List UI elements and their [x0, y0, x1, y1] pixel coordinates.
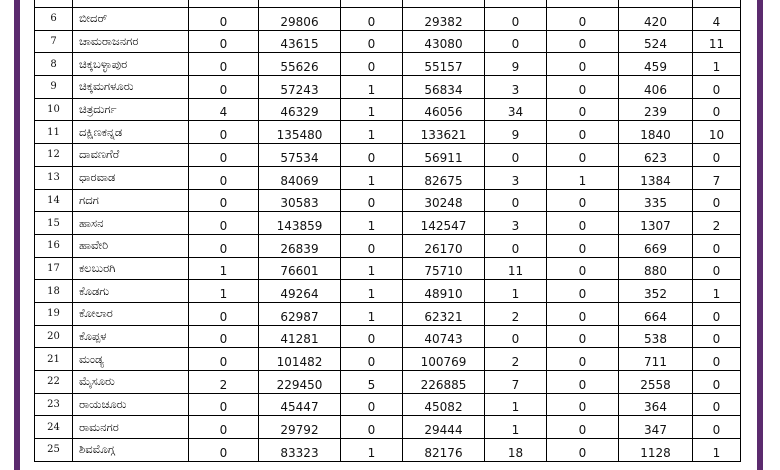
col-1-value: 0 [189, 76, 259, 99]
col-8-value: 0 [693, 393, 741, 416]
col-7-value: 239 [619, 98, 693, 121]
col-1-value: 1 [189, 280, 259, 303]
district-name-cell: ಚಾಮರಾಜನಗರ [73, 30, 189, 53]
col-7-value: 880 [619, 257, 693, 280]
table-row [35, 53, 741, 76]
table-row-partial [35, 0, 741, 8]
col-4-value: 82176 [403, 439, 485, 462]
district-name-cell: ಬೀದರ್ [73, 8, 189, 31]
col-2-value: 83323 [259, 439, 341, 462]
col-7-value: 364 [619, 393, 693, 416]
col-6-value: 1 [547, 166, 619, 189]
col-8-value: 0 [693, 76, 741, 99]
district-name-cell: ಕೋಲಾರ [73, 302, 189, 325]
col-8-value: 11 [693, 30, 741, 53]
col-5-value: 0 [485, 325, 547, 348]
col-1-value: 0 [189, 144, 259, 167]
col-6-value: 0 [547, 302, 619, 325]
col-7-value: 335 [619, 189, 693, 212]
serial-number-cell: 14 [35, 189, 73, 212]
table-row [35, 98, 741, 121]
district-name-cell: ಮೈಸೂರು [73, 371, 189, 394]
col-2-value: 101482 [259, 348, 341, 371]
col-2-value: 57243 [259, 76, 341, 99]
col-2-value: 30583 [259, 189, 341, 212]
table-row [35, 212, 741, 235]
col-8-value: 0 [693, 257, 741, 280]
col-7-value: 711 [619, 348, 693, 371]
col-4-value: 45082 [403, 393, 485, 416]
serial-number-cell: 20 [35, 325, 73, 348]
table-row [35, 144, 741, 167]
district-name-cell: ಚಿತ್ರದುರ್ಗ [73, 98, 189, 121]
col-5-value: 0 [485, 144, 547, 167]
col-5-value: 0 [485, 189, 547, 212]
table-row [35, 30, 741, 53]
table-row [35, 76, 741, 99]
col-6-value: 0 [547, 280, 619, 303]
col-2-value: 62987 [259, 302, 341, 325]
col-4-value: 40743 [403, 325, 485, 348]
col-2-value: 76601 [259, 257, 341, 280]
col-3-value: 0 [341, 144, 403, 167]
table-row [35, 166, 741, 189]
col-5-value: 3 [485, 76, 547, 99]
table-row [35, 325, 741, 348]
table-row [35, 371, 741, 394]
district-name-cell: ದಾವಣಗೆರೆ [73, 144, 189, 167]
table-row [35, 393, 741, 416]
col-7-value: 664 [619, 302, 693, 325]
col-4-value: 75710 [403, 257, 485, 280]
district-name-cell: ಕೊಪ್ಪಳ [73, 325, 189, 348]
col-1-value: 0 [189, 325, 259, 348]
col-3-value: 1 [341, 76, 403, 99]
col-2-value: 49264 [259, 280, 341, 303]
table-row [35, 348, 741, 371]
col-7-value: 538 [619, 325, 693, 348]
col-3-value: 1 [341, 280, 403, 303]
table-row [35, 257, 741, 280]
district-name-cell: ಮಂಡ್ಯ [73, 348, 189, 371]
table-row [35, 416, 741, 439]
serial-number-cell: 18 [35, 280, 73, 303]
col-2-value: 229450 [259, 371, 341, 394]
col-3-value: 0 [341, 325, 403, 348]
col-2-value: 46329 [259, 98, 341, 121]
serial-number-cell: 22 [35, 371, 73, 394]
col-5-value: 1 [485, 280, 547, 303]
col-7-value: 420 [619, 8, 693, 31]
col-1-value: 0 [189, 393, 259, 416]
table-row [35, 8, 741, 31]
col-8-value: 0 [693, 416, 741, 439]
col-4-value: 30248 [403, 189, 485, 212]
col-5-value: 7 [485, 371, 547, 394]
col-4-value: 226885 [403, 371, 485, 394]
col-6-value: 0 [547, 234, 619, 257]
col-7-value: 459 [619, 53, 693, 76]
col-3-value: 1 [341, 302, 403, 325]
page-border-left [14, 0, 20, 470]
page-border-right [757, 0, 763, 470]
district-data-table [34, 0, 741, 462]
serial-number-cell: 23 [35, 393, 73, 416]
col-6-value: 0 [547, 76, 619, 99]
district-name-cell: ಕಲಬುರಗಿ [73, 257, 189, 280]
col-3-value: 1 [341, 166, 403, 189]
serial-number-cell: 12 [35, 144, 73, 167]
col-1-value: 4 [189, 98, 259, 121]
col-4-value: 82675 [403, 166, 485, 189]
col-5-value: 3 [485, 166, 547, 189]
col-4-value: 100769 [403, 348, 485, 371]
col-5-value: 1 [485, 393, 547, 416]
col-4-value: 62321 [403, 302, 485, 325]
col-1-value: 0 [189, 121, 259, 144]
col-5-value: 9 [485, 53, 547, 76]
serial-number-cell: 19 [35, 302, 73, 325]
col-4-value: 29444 [403, 416, 485, 439]
district-name-cell: ಹಾವೇರಿ [73, 234, 189, 257]
serial-number-cell: 16 [35, 234, 73, 257]
table-row [35, 189, 741, 212]
col-8-value: 0 [693, 371, 741, 394]
col-6-value: 0 [547, 53, 619, 76]
serial-number-cell: 6 [35, 8, 73, 31]
district-name-cell: ಧಾರವಾಡ [73, 166, 189, 189]
district-name-cell: ರಾಯಚೂರು [73, 393, 189, 416]
serial-number-cell: 21 [35, 348, 73, 371]
col-1-value: 0 [189, 302, 259, 325]
col-5-value: 2 [485, 348, 547, 371]
col-3-value: 0 [341, 30, 403, 53]
col-8-value: 2 [693, 212, 741, 235]
col-2-value: 45447 [259, 393, 341, 416]
district-name-cell: ರಾಮನಗರ [73, 416, 189, 439]
col-7-value: 352 [619, 280, 693, 303]
col-6-value: 0 [547, 212, 619, 235]
col-6-value: 0 [547, 257, 619, 280]
col-1-value: 0 [189, 439, 259, 462]
col-6-value: 0 [547, 8, 619, 31]
col-3-value: 1 [341, 212, 403, 235]
col-7-value: 623 [619, 144, 693, 167]
col-7-value: 1128 [619, 439, 693, 462]
col-8-value: 7 [693, 166, 741, 189]
col-5-value: 9 [485, 121, 547, 144]
col-7-value: 1840 [619, 121, 693, 144]
col-3-value: 1 [341, 439, 403, 462]
col-4-value: 142547 [403, 212, 485, 235]
col-8-value: 1 [693, 53, 741, 76]
district-name-cell: ಚಿಕ್ಕಬಳ್ಳಾಪುರ [73, 53, 189, 76]
table-row [35, 121, 741, 144]
col-6-value: 0 [547, 144, 619, 167]
col-4-value: 43080 [403, 30, 485, 53]
col-6-value: 0 [547, 98, 619, 121]
col-4-value: 48910 [403, 280, 485, 303]
col-8-value: 10 [693, 121, 741, 144]
col-6-value: 0 [547, 439, 619, 462]
district-name-cell: ದಕ್ಷಿಣಕನ್ನಡ [73, 121, 189, 144]
col-7-value: 1384 [619, 166, 693, 189]
col-8-value: 0 [693, 98, 741, 121]
col-7-value: 524 [619, 30, 693, 53]
col-7-value: 2558 [619, 371, 693, 394]
serial-number-cell: 15 [35, 212, 73, 235]
col-1-value: 0 [189, 189, 259, 212]
col-5-value: 0 [485, 234, 547, 257]
col-3-value: 0 [341, 189, 403, 212]
col-6-value: 0 [547, 325, 619, 348]
col-3-value: 1 [341, 98, 403, 121]
col-8-value: 0 [693, 302, 741, 325]
col-2-value: 41281 [259, 325, 341, 348]
serial-number-cell: 25 [35, 439, 73, 462]
col-6-value: 0 [547, 416, 619, 439]
district-name-cell: ಚಿಕ್ಕಮಗಳೂರು [73, 76, 189, 99]
col-1-value: 2 [189, 371, 259, 394]
col-4-value: 26170 [403, 234, 485, 257]
col-6-value: 0 [547, 30, 619, 53]
col-7-value: 406 [619, 76, 693, 99]
col-6-value: 0 [547, 189, 619, 212]
col-8-value: 1 [693, 280, 741, 303]
col-3-value: 1 [341, 121, 403, 144]
col-2-value: 84069 [259, 166, 341, 189]
col-6-value: 0 [547, 393, 619, 416]
col-3-value: 0 [341, 8, 403, 31]
col-1-value: 1 [189, 257, 259, 280]
col-3-value: 0 [341, 348, 403, 371]
col-8-value: 0 [693, 325, 741, 348]
col-8-value: 0 [693, 234, 741, 257]
col-1-value: 0 [189, 53, 259, 76]
serial-number-cell: 13 [35, 166, 73, 189]
col-3-value: 0 [341, 53, 403, 76]
col-3-value: 0 [341, 234, 403, 257]
district-name-cell: ಶಿವಮೊಗ್ಗ [73, 439, 189, 462]
col-5-value: 2 [485, 302, 547, 325]
col-8-value: 0 [693, 144, 741, 167]
col-6-value: 0 [547, 371, 619, 394]
col-8-value: 0 [693, 348, 741, 371]
table-row [35, 234, 741, 257]
col-3-value: 1 [341, 257, 403, 280]
table-row [35, 302, 741, 325]
col-1-value: 0 [189, 234, 259, 257]
col-4-value: 56834 [403, 76, 485, 99]
col-1-value: 0 [189, 30, 259, 53]
col-2-value: 29792 [259, 416, 341, 439]
col-2-value: 57534 [259, 144, 341, 167]
serial-number-cell: 8 [35, 53, 73, 76]
col-1-value: 0 [189, 348, 259, 371]
serial-number-cell: 17 [35, 257, 73, 280]
table-row [35, 280, 741, 303]
serial-number-cell: 7 [35, 30, 73, 53]
col-4-value: 46056 [403, 98, 485, 121]
col-8-value: 4 [693, 8, 741, 31]
col-2-value: 55626 [259, 53, 341, 76]
col-4-value: 133621 [403, 121, 485, 144]
col-1-value: 0 [189, 416, 259, 439]
col-7-value: 1307 [619, 212, 693, 235]
serial-number-cell: 11 [35, 121, 73, 144]
col-5-value: 0 [485, 30, 547, 53]
col-4-value: 55157 [403, 53, 485, 76]
col-6-value: 0 [547, 121, 619, 144]
col-3-value: 0 [341, 393, 403, 416]
col-2-value: 143859 [259, 212, 341, 235]
serial-number-cell: 10 [35, 98, 73, 121]
col-2-value: 29806 [259, 8, 341, 31]
col-5-value: 18 [485, 439, 547, 462]
col-3-value: 0 [341, 416, 403, 439]
col-2-value: 43615 [259, 30, 341, 53]
serial-number-cell: 24 [35, 416, 73, 439]
district-name-cell: ಕೊಡಗು [73, 280, 189, 303]
col-8-value: 0 [693, 189, 741, 212]
col-7-value: 347 [619, 416, 693, 439]
col-5-value: 1 [485, 416, 547, 439]
col-5-value: 0 [485, 8, 547, 31]
col-6-value: 0 [547, 348, 619, 371]
col-1-value: 0 [189, 166, 259, 189]
col-7-value: 669 [619, 234, 693, 257]
col-1-value: 0 [189, 8, 259, 31]
col-2-value: 26839 [259, 234, 341, 257]
table-row [35, 439, 741, 462]
serial-number-cell: 9 [35, 76, 73, 99]
col-5-value: 34 [485, 98, 547, 121]
district-name-cell: ಹಾಸನ [73, 212, 189, 235]
col-2-value: 135480 [259, 121, 341, 144]
col-4-value: 29382 [403, 8, 485, 31]
col-1-value: 0 [189, 212, 259, 235]
col-5-value: 3 [485, 212, 547, 235]
col-5-value: 11 [485, 257, 547, 280]
col-4-value: 56911 [403, 144, 485, 167]
district-name-cell: ಗದಗ [73, 189, 189, 212]
col-3-value: 5 [341, 371, 403, 394]
col-8-value: 1 [693, 439, 741, 462]
